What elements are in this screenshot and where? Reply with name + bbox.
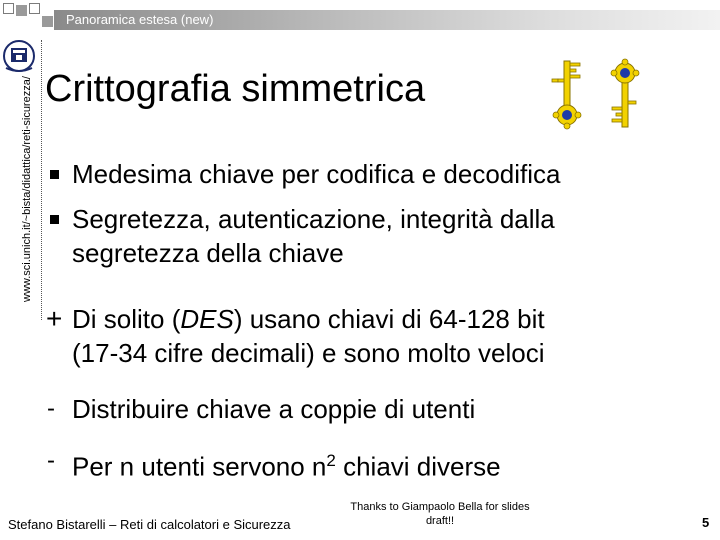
slide-title: Crittografia simmetrica bbox=[45, 68, 426, 110]
bullet-5-superscript: 2 bbox=[326, 451, 336, 470]
sidebar-divider bbox=[41, 40, 42, 320]
footer-thanks-line1: Thanks to Giampaolo Bella for slides bbox=[350, 501, 530, 513]
bullet-1-text: Medesima chiave per codifica e decodifica bbox=[72, 159, 561, 189]
bullet-marker-square bbox=[50, 215, 59, 224]
bullet-marker-square bbox=[50, 170, 59, 179]
decor-square-4 bbox=[42, 16, 53, 27]
bullet-2-line2: segretezza della chiave bbox=[72, 238, 344, 268]
bullet-marker-plus: + bbox=[46, 303, 63, 334]
page-number: 5 bbox=[702, 515, 710, 530]
bullet-3-line1: Di solito (DES) usano chiavi di 64-128 bit bbox=[72, 304, 545, 334]
sidebar-url: www.sci.unich.it/~bista/didattica/reti-sicurezza/ bbox=[21, 76, 33, 302]
bullet-3-italic: DES bbox=[180, 304, 234, 334]
bullet-5-text: Per n utenti servono $n^2$ chiavi diverse bbox=[72, 451, 501, 482]
footer-author: Stefano Bistarelli – Reti di calcolatori e Sicurezza bbox=[8, 517, 291, 532]
keys-icon bbox=[542, 55, 652, 135]
decor-square-1 bbox=[3, 3, 14, 14]
footer-thanks bbox=[340, 500, 540, 528]
header-title: Panoramica estesa (new) bbox=[66, 12, 214, 27]
bullet-2-line1: Segretezza, autenticazione, integrità dalla bbox=[72, 204, 555, 234]
footer-thanks-line2: draft!! bbox=[425, 515, 455, 527]
bullet-4-text: Distribuire chiave a coppie di utenti bbox=[72, 394, 476, 424]
bullet-marker-dash: - bbox=[47, 447, 55, 474]
bullet-marker-dash: - bbox=[47, 395, 55, 422]
bullet-3-line2: (17-34 cifre decimali) e sono molto veloci bbox=[72, 338, 545, 368]
